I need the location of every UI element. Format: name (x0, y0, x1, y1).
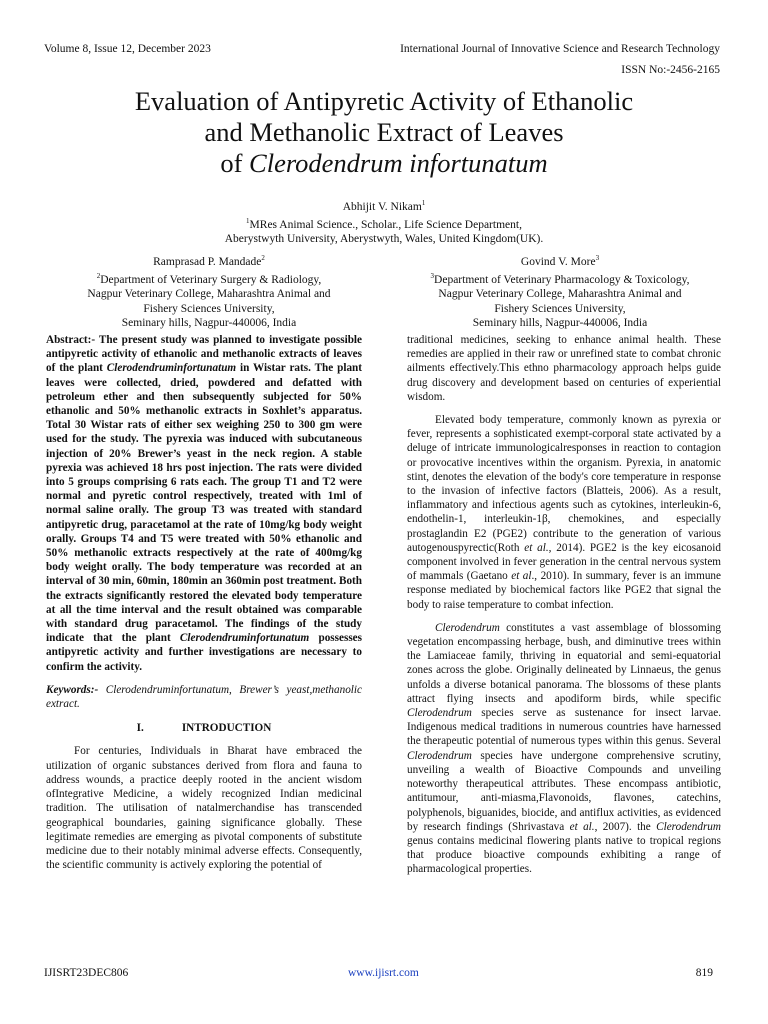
pyrexia-part-3: ., 2010). In summary, fever is an immune response mediated by biochemical factors like PGE2 that signal the body to raise temperature to combat infection. (407, 570, 721, 611)
author-1-sup: 1 (421, 199, 426, 207)
pyrexia-etal-1: et al., (524, 541, 552, 554)
section-title: INTRODUCTION (181, 722, 272, 735)
genus-name-3: Clerodendrum (407, 749, 472, 762)
author-3-name (390, 251, 730, 269)
abstract-part-3: possesses antipyretic activity and further investigations are necessary to confirm the activity. (46, 632, 363, 673)
clero-part-2: species serve as sustenance for insect larvae. Indigenous medical traditions in numerous countries have harnessed the therapeutic potential of numerous types within this genus. Several (407, 707, 721, 748)
author-2-name-text: Ramprasad P. Mandade (153, 255, 262, 268)
genus-name-1: Clerodendrum (435, 621, 500, 634)
abstract-part-1: Abstract:- The present study was planned to investigate possible antipyretic activity of ethanolic and methanolic extracts of leaves of the plant (46, 334, 362, 375)
author-3-aff-line-4: Seminary hills, Nagpur-440006, India (472, 316, 648, 329)
title-line-1: Evaluation of Antipyretic Activity of Ethanolic (134, 86, 634, 116)
author-3-aff-sup: 3 (430, 272, 435, 281)
abstract-species-2: Clerodendruminfortunatum (179, 632, 310, 645)
author-2-aff-line-4: Seminary hills, Nagpur-440006, India (121, 316, 297, 329)
genus-name-2: Clerodendrum (407, 707, 472, 720)
abstract-part-2: in Wistar rats. The plant leaves were collected, dried, powdered and defatted with petroleum ether and then subsequently subjected for 50% ethanolic and 50% methanolic extracts in Soxhlet’s apparatus. Total 30 Wistar rats of either sex weighing 250 to 300 gm were used for the study. The pyrexia was induced with subcutaneous injection of 20% Brewer’s yeast in the neck region. A stable pyrexia was achieved 18 hrs post injection. The rats were divided into 5 groups comprising 6 rats each. The group T1 and T2 were normal and pyretic control respectively, treated with 1ml of normal saline orally. The group T3 was treated with standard antipyretic drug, paracetamol at the rate of 10mg/kg body weight orally. Groups T4 and T5 were treated with 50% ethanolic and 50% methanolic extracts respectively at the rate of 400mg/kg body weight orally. The body temperature was recorded at an interval of 30 min, 60min, 180min an 360min post treatment. Both the extracts significantly restored the elevated body temperature at all the time interval and the result obtained was comparable with standard drug paracetamol. The findings of the study indicate that the plant (46, 362, 362, 645)
keywords-label: Keywords:- (46, 683, 99, 696)
journal-url-link[interactable]: www.ijisrt.com (348, 967, 419, 979)
author-2-sup: 2 (261, 254, 265, 262)
title-line-3 (30, 148, 738, 179)
author-3-affiliation (390, 269, 730, 287)
issn: ISSN No:-2456-2165 (621, 64, 720, 76)
section-heading-introduction (46, 721, 362, 735)
author-2-aff-line-2: Nagpur Veterinary College, Maharashtra Animal and (87, 288, 331, 301)
pyrexia-part-2: 2014). PGE2 is the key eicosanoid component involved in fever generation in the central nervous system of mammals (Gaetano (407, 541, 721, 583)
author-3-aff-line-3: Fishery Sciences University, (494, 302, 626, 315)
author-1-affiliation (134, 214, 634, 232)
author-2-aff-sup: 2 (96, 272, 101, 281)
journal-volume: Volume 8, Issue 12, December 2023 (44, 43, 211, 55)
intro-paragraph-continued: traditional medicines, seeking to enhance animal health. These remedies are applied in their raw or unrefined state to combat chronic ailments effectively.This ethno pharmacology approach helps guide drug discovery and development based on centuries of experiential wisdom. (407, 334, 721, 403)
author-2-aff-line-3: Fishery Sciences University, (143, 302, 275, 315)
author-1 (134, 196, 634, 247)
author-2-name (44, 251, 374, 269)
pyrexia-paragraph (407, 413, 721, 612)
author-3 (390, 251, 730, 330)
author-1-name-text: Abhijit V. Nikam (342, 200, 422, 213)
clero-etal: et al. (569, 820, 595, 833)
pyrexia-etal-2: et al (511, 570, 532, 583)
author-2 (44, 251, 374, 330)
author-3-name-text: Govind V. More (520, 255, 596, 268)
intro-paragraph-1: For centuries, Individuals in Bharat have embraced the utilization of organic substances derived from flora and fauna to address wounds, a practice deeply rooted in the ancient wisdom ofIntegrative Medicine, a widely recognized Indian medicinal tradition. The utilisation of natalmerchandise has transcended geographical boundaries, gaining significance globally. These legitimate remedies are emerging as pivotal components of substitute medicine due to their notably minimal adverse effects. Consequently, the scientific community is actively exploring the potential of (46, 745, 362, 872)
clero-part-5: genus contains medicinal flowering plants native to tropical regions that produce bioactive compounds exhibiting a range of pharmacological properties. (407, 834, 721, 876)
title-species: Clerodendrum infortunatum (249, 148, 548, 178)
author-2-aff-line-1: Department of Veterinary Surgery & Radiology, (100, 273, 322, 286)
section-number: I. (136, 722, 144, 735)
keywords-text: Clerodendruminfortunatum, Brewer’s yeast,methanolic extract. (46, 683, 362, 711)
right-column (407, 333, 721, 877)
author-1-aff-line-2: Aberystwyth University, Aberystwyth, Wales, United Kingdom(UK). (224, 233, 544, 246)
clero-part-4: , 2007). the (594, 820, 657, 833)
author-1-name (134, 196, 634, 214)
pyrexia-part-1: Elevated body temperature, commonly known as pyrexia or fever, represents a sophisticated exempt-corporal state activated by a deluge of intricate immunologicalresponses in reaction to contagion or provocative incentives within the organism. Pyrexia, in anatomic stint, denotes the elevation of the body's core temperature in response to the invasion of infective factors (Blatteis, 2006). As a result, inflammatory and infectious agents such as cytokines, interleukin-6, endothelin-1, interleukin-1β, chemokines, and especially prostaglandin E2 (PGE2) contribute to the generation of various autogenouspyrectic(Roth (407, 414, 721, 554)
author-3-sup: 3 (595, 254, 600, 262)
keywords (46, 683, 362, 711)
author-1-aff-line-1: MRes Animal Science., Scholar., Life Science Department, (249, 218, 522, 231)
clero-part-3: species have undergone comprehensive scrutiny, unveiling a wealth of Bioactive Compounds and unveiling noteworthy therapeutical attributes. These encompass antibiotic, antitumour, anti-miasma,Flavonoids, flavones, catechins, polyphenols, biguanides, biocide, and antiflux activities, as evidenced by research findings (Shrivastava (407, 749, 721, 833)
author-3-aff-line-2: Nagpur Veterinary College, Maharashtra Animal and (438, 288, 682, 301)
clero-part-1: constitutes a vast assemblage of blossoming vegetation encompassing herbage, bush, and diminutive trees within the Lamiaceae family, thriving in equatorial and semi-equatorial zones across the globe. Originally delineated by Linnaeus, the genus unfolds a diverse botanical panorama. The blossoms of these plants attract flying insects and apodiform birds, while specific (407, 621, 721, 705)
author-2-affiliation (44, 269, 374, 287)
journal-name: International Journal of Innovative Science and Research Technology (400, 43, 720, 55)
paper-title (30, 86, 738, 179)
title-prefix: of (220, 148, 250, 178)
left-column (46, 333, 362, 872)
abstract-species-1: Clerodendruminfortunatum (106, 362, 237, 375)
genus-name-4: Clerodendrum (656, 820, 721, 833)
author-1-aff-sup: 1 (246, 217, 250, 226)
page-number: 819 (695, 967, 713, 979)
paper-code: IJISRT23DEC806 (44, 967, 129, 979)
author-3-aff-line-1: Department of Veterinary Pharmacology & Toxicology, (434, 273, 690, 286)
abstract (46, 333, 362, 674)
clerodendrum-paragraph (407, 621, 721, 877)
title-line-2: and Methanolic Extract of Leaves (204, 117, 564, 147)
